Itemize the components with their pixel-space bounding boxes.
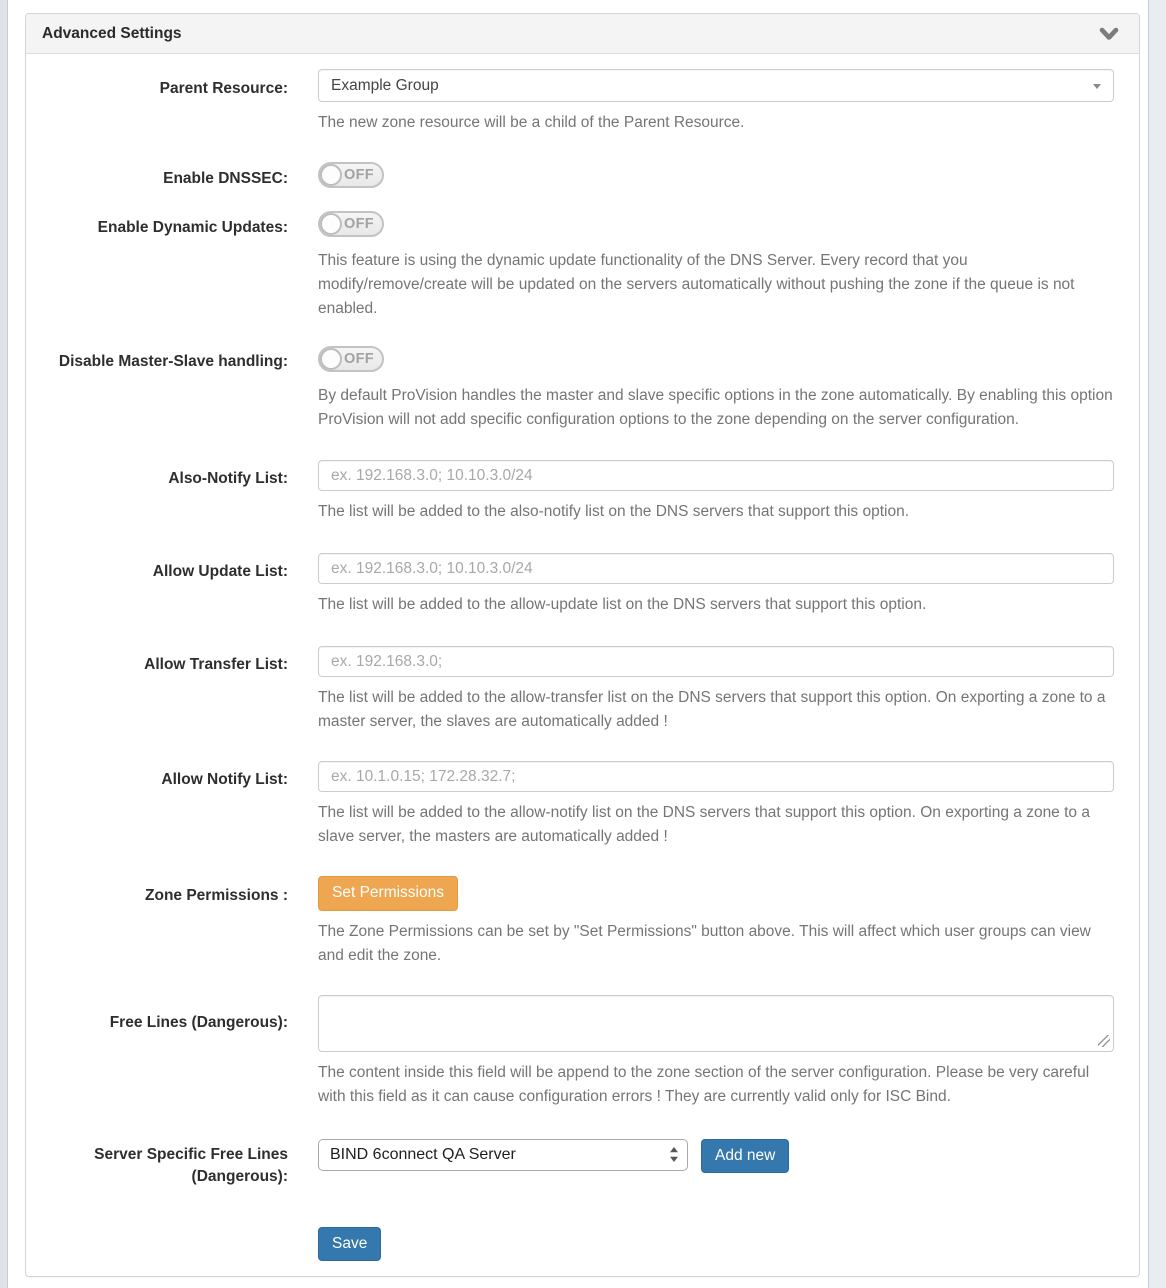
disable-master-slave-description: By default ProVision handles the master and slave specific options in the zone automatically. By enabling this option ProVision will not add specific configuration options to the zone depending on the server configuration. — [318, 387, 1113, 429]
page-right-gutter — [1148, 0, 1166, 1288]
also-notify-input[interactable] — [318, 460, 1114, 491]
parent-resource-row — [26, 69, 1114, 135]
enable-dynamic-updates-toggle[interactable] — [318, 211, 384, 237]
parent-resource-dropdown[interactable] — [318, 69, 1114, 102]
panel-title: Advanced Settings — [42, 25, 182, 42]
also-notify-description: The list will be added to the also-notify list on the DNS servers that support this option. — [318, 503, 910, 521]
allow-transfer-label: Allow Transfer List: — [144, 656, 288, 674]
server-select[interactable] — [318, 1139, 688, 1171]
free-lines-description: The content inside this field will be append to the zone section of the server configuration. Please be very careful with this field as it can cause configuration errors ! They are currently valid only for ISC Bind. — [318, 1063, 1090, 1105]
enable-dnssec-row — [26, 162, 1114, 191]
toggle-state-label: OFF — [344, 167, 374, 184]
enable-dnssec-toggle[interactable] — [318, 162, 384, 188]
toggle-state-label: OFF — [344, 351, 374, 368]
allow-update-description: The list will be added to the allow-update list on the DNS servers that support this option. — [318, 596, 927, 614]
select-stepper-icon — [669, 1146, 679, 1163]
zone-permissions-label: Zone Permissions : — [145, 887, 288, 905]
zone-permissions-row — [26, 876, 1114, 968]
allow-notify-input[interactable] — [318, 761, 1114, 792]
save-row — [26, 1227, 1114, 1262]
allow-update-label: Allow Update List: — [152, 563, 288, 581]
set-permissions-button[interactable]: Set Permissions — [318, 876, 458, 911]
panel-header[interactable] — [26, 14, 1139, 54]
parent-resource-description: The new zone resource will be a child of the Parent Resource. — [318, 114, 745, 131]
disable-master-slave-row — [26, 346, 1114, 432]
disable-master-slave-label: Disable Master-Slave handling: — [58, 353, 288, 371]
allow-notify-label: Allow Notify List: — [161, 771, 288, 789]
also-notify-label: Also-Notify List: — [168, 470, 288, 488]
allow-update-row — [26, 553, 1114, 617]
server-specific-free-lines-row — [26, 1139, 1114, 1189]
page-left-gutter — [0, 0, 8, 1288]
enable-dnssec-label: Enable DNSSEC: — [163, 170, 288, 188]
allow-notify-description: The list will be added to the allow-notify list on the DNS servers that support this option. On exporting a zone to a slave server, the masters are automatically added ! — [318, 804, 1090, 846]
enable-dynamic-updates-row — [26, 211, 1114, 321]
toggle-knob — [320, 213, 342, 235]
allow-transfer-description: The list will be added to the allow-transfer list on the DNS servers that support this option. On exporting a zone to a master server, the slaves are automatically added ! — [318, 689, 1106, 731]
parent-resource-label: Parent Resource: — [159, 80, 288, 97]
chevron-down-icon[interactable] — [1099, 27, 1119, 42]
toggle-knob — [320, 348, 342, 370]
free-lines-textarea[interactable] — [318, 995, 1114, 1052]
allow-transfer-input[interactable] — [318, 646, 1114, 677]
enable-dynamic-updates-label: Enable Dynamic Updates: — [97, 219, 288, 237]
allow-update-input[interactable] — [318, 553, 1114, 584]
zone-permissions-description: The Zone Permissions can be set by "Set Permissions" button above. This will affect which user groups can view and edit the zone. — [318, 922, 1091, 964]
disable-master-slave-toggle[interactable] — [318, 346, 384, 372]
server-select-value: BIND 6connect QA Server — [330, 1145, 516, 1163]
add-new-button[interactable]: Add new — [701, 1139, 789, 1174]
caret-down-icon — [1093, 84, 1101, 89]
save-button[interactable]: Save — [318, 1227, 381, 1262]
parent-resource-value: Example Group — [331, 76, 439, 94]
allow-transfer-row — [26, 646, 1114, 734]
free-lines-row — [26, 995, 1114, 1109]
panel-body — [26, 54, 1139, 1261]
free-lines-label: Free Lines (Dangerous): — [109, 1013, 288, 1031]
also-notify-row — [26, 460, 1114, 524]
server-specific-free-lines-label: Server Specific Free Lines (Dangerous): — [94, 1145, 288, 1186]
toggle-state-label: OFF — [344, 216, 374, 233]
allow-notify-row — [26, 761, 1114, 849]
toggle-knob — [320, 164, 342, 186]
advanced-settings-panel — [25, 13, 1140, 1277]
enable-dynamic-updates-description: This feature is using the dynamic update functionality of the DNS Server. Every record that you modify/remove/create will be updated on the servers automatically without pushing the zone if the queue is not enabled. — [318, 252, 1075, 318]
